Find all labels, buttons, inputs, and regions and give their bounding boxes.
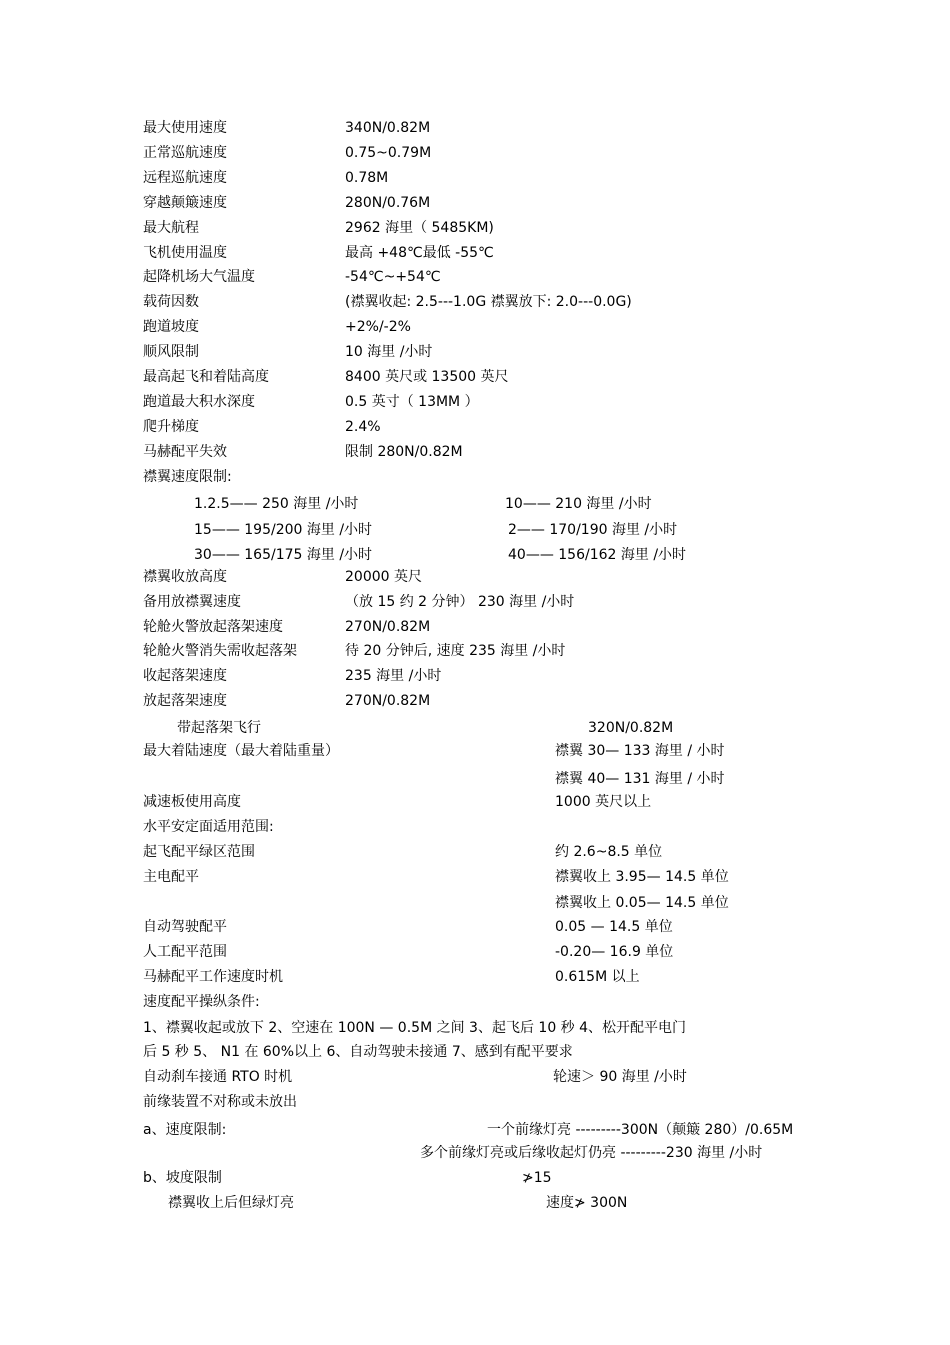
spec-value: 限制 280N/0.82M [345, 443, 463, 460]
takeoff-trim-label: 起飞配平绿区范围 [143, 844, 255, 860]
spec-label: 跑道坡度 [143, 319, 199, 336]
flap-speed-cell: 1.2.5—— 250 海里 /小时 [194, 496, 359, 512]
gear-flight-value: 320N/0.82M [588, 720, 674, 736]
autobrake-value: 轮速＞ 90 海里 /小时 [553, 1069, 687, 1085]
le-speed-limit-label: a、速度限制: [143, 1122, 227, 1138]
spec-label: 起降机场大气温度 [143, 269, 255, 286]
max-landing-value-2: 襟翼 40— 131 海里 / 小时 [555, 771, 725, 787]
spec-label: 最高起飞和着陆高度 [143, 369, 269, 385]
spec-label: 飞机使用温度 [143, 244, 227, 261]
spec-value: +2%/-2% [345, 319, 411, 336]
spec-value: (襟翼收起: 2.5---1.0G 襟翼放下: 2.0---0.0G) [345, 294, 632, 311]
spec-label: 顺风限制 [143, 344, 199, 361]
autopilot-trim-value: 0.05 — 14.5 单位 [555, 919, 673, 935]
spec-label: 最大航程 [143, 219, 199, 236]
main-electric-trim-label: 主电配平 [143, 869, 199, 885]
speed-trim-heading: 速度配平操纵条件: [143, 994, 260, 1010]
spec-value: 0.75~0.79M [345, 144, 432, 161]
manual-trim-value: -0.20— 16.9 单位 [555, 944, 674, 960]
max-landing-value-1: 襟翼 30— 133 海里 / 小时 [555, 743, 725, 759]
flap-speed-cell: 40—— 156/162 海里 /小时 [508, 547, 687, 563]
spec-label: 备用放襟翼速度 [143, 593, 241, 610]
le-bank-limit-value: ≯15 [522, 1170, 552, 1186]
spec-value: 最高 +48℃最低 -55℃ [345, 244, 494, 261]
spec-value: 20000 英尺 [345, 569, 422, 585]
spec-value: 235 海里 /小时 [345, 668, 442, 685]
spec-value: 270N/0.82M [345, 618, 431, 635]
flaps-up-green-light-label: 襟翼收上后但绿灯亮 [168, 1195, 294, 1211]
leading-edge-heading: 前缘装置不对称或未放出 [143, 1094, 297, 1110]
autopilot-trim-label: 自动驾驶配平 [143, 919, 227, 935]
spec-label: 爬升梯度 [143, 418, 199, 435]
speedbrake-value: 1000 英尺以上 [555, 794, 652, 810]
spec-label: 放起落架速度 [143, 693, 227, 709]
spec-label: 轮舱火警消失需收起落架 [143, 643, 297, 660]
spec-value: 270N/0.82M [345, 693, 431, 709]
le-speed-limit-value-1: 一个前缘灯亮 ---------300N（颠簸 280）/0.65M [487, 1122, 794, 1138]
main-electric-trim-value-1: 襟翼收上 3.95— 14.5 单位 [555, 869, 729, 885]
le-bank-limit-label: b、坡度限制 [143, 1170, 222, 1186]
spec-label: 正常巡航速度 [143, 144, 227, 161]
spec-label: 轮舱火警放起落架速度 [143, 618, 283, 635]
spec-value: 待 20 分钟后, 速度 235 海里 /小时 [345, 643, 566, 660]
spec-label: 襟翼收放高度 [143, 569, 227, 585]
speed-trim-conditions-line-2: 后 5 秒 5、 N1 在 60%以上 6、自动驾驶未接通 7、感到有配平要求 [143, 1044, 573, 1060]
mach-trim-label: 马赫配平工作速度时机 [143, 969, 283, 985]
stabilizer-heading: 水平安定面适用范围: [143, 819, 274, 835]
flap-speed-cell: 30—— 165/175 海里 /小时 [194, 547, 373, 563]
flap-speed-cell: 10—— 210 海里 /小时 [505, 496, 652, 512]
spec-label: 马赫配平失效 [143, 443, 227, 460]
spec-label: 远程巡航速度 [143, 169, 227, 186]
main-electric-trim-value-2: 襟翼收上 0.05— 14.5 单位 [555, 895, 729, 911]
spec-value: 8400 英尺或 13500 英尺 [345, 369, 509, 385]
mach-trim-value: 0.615M 以上 [555, 969, 640, 985]
flaps-up-green-light-value: 速度≯ 300N [546, 1195, 628, 1211]
flap-speed-cell: 2—— 170/190 海里 /小时 [508, 521, 678, 538]
spec-value: 10 海里 /小时 [345, 344, 433, 361]
flap-speed-cell: 15—— 195/200 海里 /小时 [194, 521, 373, 538]
spec-value: 0.78M [345, 169, 389, 186]
spec-label: 穿越颠簸速度 [143, 194, 227, 211]
le-speed-limit-value-2: 多个前缘灯亮或后缘收起灯仍亮 ---------230 海里 /小时 [420, 1145, 763, 1161]
spec-label: 跑道最大积水深度 [143, 393, 255, 410]
autobrake-label: 自动刹车接通 RTO 时机 [143, 1069, 293, 1085]
spec-label: 最大使用速度 [143, 120, 227, 136]
spec-value: 2.4% [345, 418, 381, 435]
max-landing-label: 最大着陆速度（最大着陆重量） [143, 743, 339, 759]
flap-speed-heading: 襟翼速度限制: [143, 469, 232, 485]
manual-trim-label: 人工配平范围 [143, 944, 227, 960]
speedbrake-label: 减速板使用高度 [143, 794, 241, 810]
takeoff-trim-value: 约 2.6~8.5 单位 [555, 844, 663, 860]
spec-value: 340N/0.82M [345, 120, 431, 136]
spec-value: -54℃~+54℃ [345, 269, 441, 286]
gear-flight-label: 带起落架飞行 [177, 720, 261, 736]
spec-value: 2962 海里（ 5485KM) [345, 219, 494, 236]
spec-label: 载荷因数 [143, 294, 199, 311]
spec-value: （放 15 约 2 分钟） 230 海里 /小时 [345, 593, 575, 610]
speed-trim-conditions-line-1: 1、襟翼收起或放下 2、空速在 100N — 0.5M 之间 3、起飞后 10 秒 4、松开配平电门 [143, 1020, 687, 1036]
spec-label: 收起落架速度 [143, 668, 227, 685]
spec-value: 0.5 英寸（ 13MM ） [345, 393, 479, 410]
spec-value: 280N/0.76M [345, 194, 431, 211]
